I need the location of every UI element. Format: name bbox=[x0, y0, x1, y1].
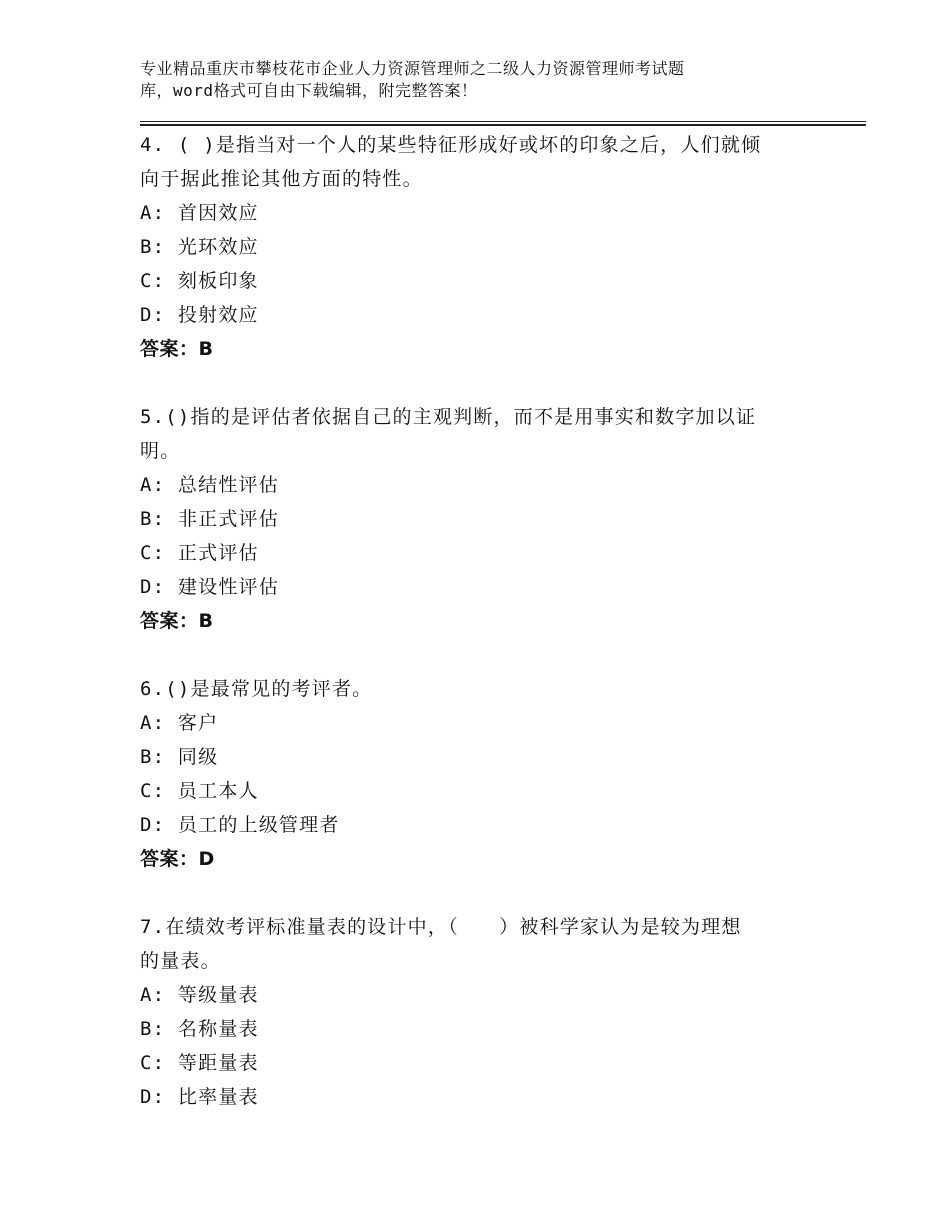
document-header bbox=[140, 58, 820, 102]
answer-label: 答案：B bbox=[140, 338, 214, 360]
answer-label: 答案：B bbox=[140, 610, 214, 632]
option-a: A: 总结性评估 bbox=[140, 474, 279, 496]
option-d: D: 比率量表 bbox=[140, 1086, 259, 1108]
answer-label: 答案：D bbox=[140, 848, 215, 870]
option-c: C: 员工本人 bbox=[140, 780, 259, 802]
question-4 bbox=[140, 128, 820, 366]
option-a: A: 等级量表 bbox=[140, 984, 259, 1006]
option-b: B: 非正式评估 bbox=[140, 508, 279, 530]
option-d: D: 建设性评估 bbox=[140, 576, 279, 598]
question-stem-line: 7.在绩效考评标准量表的设计中，（ ）被科学家认为是较为理想 bbox=[140, 916, 742, 938]
question-stem-line: 5.()指的是评估者依据自己的主观判断，而不是用事实和数字加以证 bbox=[140, 406, 757, 428]
question-stem bbox=[140, 672, 820, 706]
question-list bbox=[140, 128, 820, 1148]
question-5 bbox=[140, 400, 820, 638]
question-stem-line: 向于据此推论其他方面的特性。 bbox=[140, 168, 423, 190]
option-a: A: 首因效应 bbox=[140, 202, 259, 224]
option-b: B: 光环效应 bbox=[140, 236, 259, 258]
question-stem bbox=[140, 910, 820, 978]
header-line-1: 专业精品重庆市攀枝花市企业人力资源管理师之二级人力资源管理师考试题 bbox=[140, 59, 685, 78]
question-stem-line: 4. ( )是指当对一个人的某些特征形成好或坏的印象之后，人们就倾 bbox=[140, 134, 762, 156]
option-b: B: 名称量表 bbox=[140, 1018, 259, 1040]
question-6 bbox=[140, 672, 820, 876]
header-divider bbox=[140, 121, 866, 126]
question-stem-line: 的量表。 bbox=[140, 950, 221, 972]
option-d: D: 投射效应 bbox=[140, 304, 259, 326]
question-stem bbox=[140, 400, 820, 468]
question-7 bbox=[140, 910, 820, 1114]
option-c: C: 正式评估 bbox=[140, 542, 259, 564]
question-stem-line: 明。 bbox=[140, 440, 181, 462]
question-stem bbox=[140, 128, 820, 196]
question-stem-line: 6.()是最常见的考评者。 bbox=[140, 678, 373, 700]
option-c: C: 刻板印象 bbox=[140, 270, 259, 292]
option-a: A: 客户 bbox=[140, 712, 219, 734]
option-d: D: 员工的上级管理者 bbox=[140, 814, 340, 836]
option-c: C: 等距量表 bbox=[140, 1052, 259, 1074]
option-b: B: 同级 bbox=[140, 746, 219, 768]
header-line-2: 库，word格式可自由下载编辑，附完整答案！ bbox=[140, 81, 478, 100]
